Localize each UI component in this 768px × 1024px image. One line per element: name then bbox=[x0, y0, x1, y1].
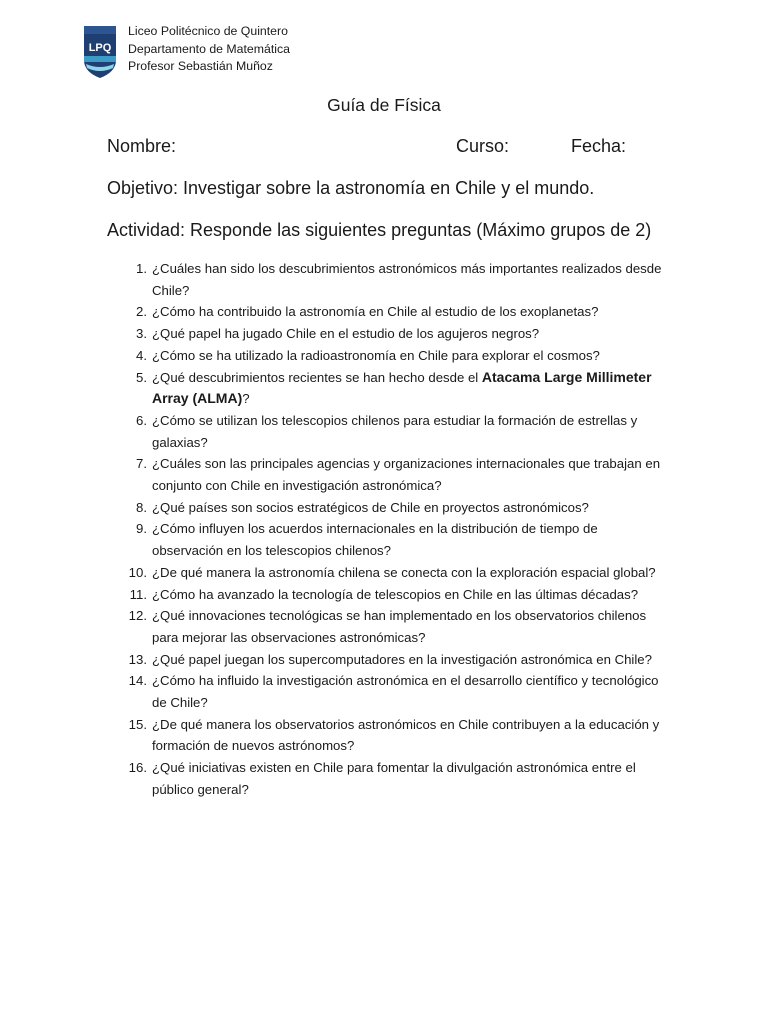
question-item bbox=[107, 670, 667, 713]
department-name: Departamento de Matemática bbox=[128, 41, 290, 56]
question-number: 6. bbox=[136, 412, 147, 428]
question-text: ¿Cómo se ha utilizado la radioastronomía en Chile para explorar el cosmos? bbox=[152, 347, 600, 363]
question-number: 15. bbox=[128, 716, 147, 732]
course-label: Curso: bbox=[456, 136, 510, 156]
question-item bbox=[107, 497, 667, 519]
document-header bbox=[80, 22, 290, 80]
question-number: 7. bbox=[136, 456, 147, 472]
question-number: 3. bbox=[136, 326, 147, 342]
school-name: Liceo Politécnico de Quintero bbox=[128, 24, 288, 38]
question-text: ¿Qué iniciativas existen en Chile para fomentar la divulgación astronómica entre el público general? bbox=[152, 760, 636, 797]
date-label: Fecha: bbox=[571, 136, 627, 156]
question-item bbox=[107, 301, 667, 323]
question-item bbox=[107, 258, 667, 301]
question-text: ¿Cómo ha contribuido la astronomía en Chile al estudio de los exoplanetas? bbox=[152, 304, 599, 320]
question-text: ¿De qué manera los observatorios astronómicos en Chile contribuyen a la educación y formación de nuevos astrónomos? bbox=[152, 716, 660, 754]
question-text: ¿Cómo ha avanzado la tecnología de telescopios en Chile en las últimas décadas? bbox=[152, 586, 639, 602]
page-title: Guía de Física bbox=[327, 95, 441, 115]
question-number: 14. bbox=[128, 673, 147, 689]
question-item bbox=[107, 518, 667, 561]
question-item bbox=[107, 323, 667, 345]
question-item bbox=[107, 367, 667, 410]
question-item bbox=[107, 584, 667, 606]
teacher-name: Profesor Sebastián Muñoz bbox=[128, 59, 273, 73]
question-item bbox=[107, 410, 667, 453]
question-text: ¿Cómo se utilizan los telescopios chilenos para estudiar la formación de estrellas y galaxias? bbox=[152, 412, 638, 450]
question-item bbox=[107, 562, 667, 584]
question-number: 8. bbox=[136, 499, 147, 515]
question-number: 10. bbox=[128, 564, 147, 580]
question-text: ¿Cuáles son las principales agencias y organizaciones internacionales que trabajan en conjunto con Chile en investigación astronómica? bbox=[152, 456, 661, 494]
question-item bbox=[107, 649, 667, 671]
question-item bbox=[107, 757, 667, 800]
question-item bbox=[107, 345, 667, 367]
question-number: 13. bbox=[128, 651, 147, 667]
question-text: ¿Cómo influyen los acuerdos internacionales en la distribución de tiempo de observación en los telescopios chilenos? bbox=[152, 521, 598, 559]
question-text: ¿De qué manera la astronomía chilena se conecta con la exploración espacial global? bbox=[152, 564, 656, 580]
name-label: Nombre: bbox=[107, 136, 177, 156]
question-number: 2. bbox=[136, 304, 147, 320]
question-number: 12. bbox=[128, 608, 147, 624]
activity-text: Actividad: Responde las siguientes preguntas (Máximo grupos de 2) bbox=[107, 220, 652, 240]
question-text-post: ? bbox=[242, 391, 250, 407]
questions-list bbox=[107, 258, 667, 801]
school-logo-icon bbox=[80, 22, 120, 80]
question-text: ¿Qué papel ha jugado Chile en el estudio de los agujeros negros? bbox=[152, 326, 540, 342]
student-fields-row bbox=[107, 136, 707, 160]
question-text: ¿Cómo ha influido la investigación astronómica en el desarrollo científico y tecnológico de Chile? bbox=[152, 673, 659, 711]
logo-text: LPQ bbox=[88, 42, 112, 54]
question-item bbox=[107, 605, 667, 648]
question-number: 9. bbox=[136, 521, 147, 537]
question-item bbox=[107, 453, 667, 496]
question-text: ¿Qué papel juegan los supercomputadores en la investigación astronómica en Chile? bbox=[152, 651, 652, 667]
objective-text: Objetivo: Investigar sobre la astronomía en Chile y el mundo. bbox=[107, 178, 595, 198]
question-number: 1. bbox=[136, 261, 147, 276]
question-text: ¿Qué países son socios estratégicos de Chile en proyectos astronómicos? bbox=[152, 499, 589, 515]
question-number: 11. bbox=[129, 586, 147, 602]
question-text-bold: Atacama Large Millimeter Array (ALMA) bbox=[152, 368, 652, 407]
question-number: 4. bbox=[136, 347, 147, 363]
question-text-pre: ¿Qué descubrimientos recientes se han hecho desde el bbox=[152, 369, 482, 385]
school-info bbox=[128, 22, 290, 76]
question-text: ¿Cuáles han sido los descubrimientos astronómicos más importantes realizados desde Chile? bbox=[152, 261, 662, 298]
question-number: 5. bbox=[136, 369, 147, 385]
question-number: 16. bbox=[128, 760, 147, 776]
question-item bbox=[107, 714, 667, 757]
question-text: ¿Qué innovaciones tecnológicas se han implementado en los observatorios chilenos para mejorar las observaciones astronómicas? bbox=[152, 608, 647, 645]
